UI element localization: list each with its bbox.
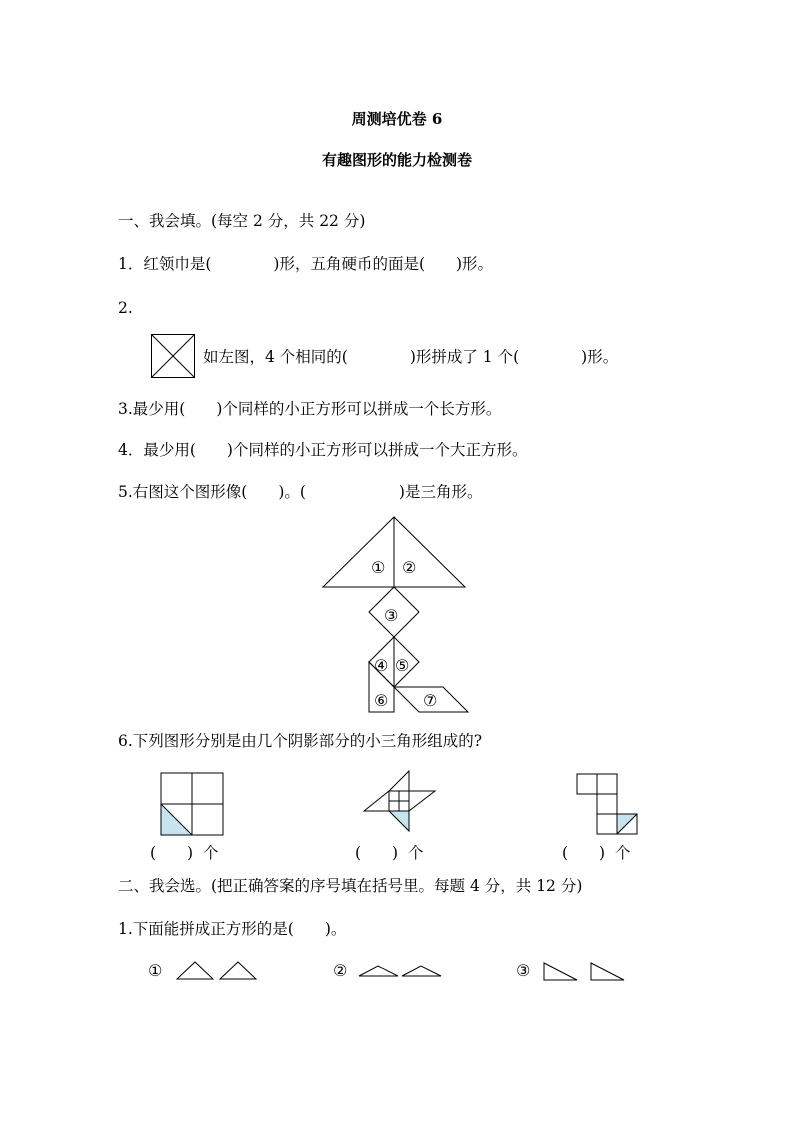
- pinwheel-figure: [363, 764, 437, 836]
- shape-label-4: ④: [374, 656, 389, 675]
- stair-figure: [575, 772, 639, 836]
- question-2-1: 1.下面能拼成正方形的是( )。: [118, 920, 347, 938]
- shape-label-2: ②: [402, 558, 417, 577]
- section2-heading: 二、我会选。(把正确答案的序号填在括号里。每题 4 分，共 12 分): [118, 877, 583, 895]
- option-2-label[interactable]: ②: [333, 961, 348, 980]
- shape-label-1: ①: [371, 558, 386, 577]
- option-1-triangles: [176, 960, 258, 980]
- question-1-4: 4．最少用( )个同样的小正方形可以拼成一个大正方形。: [118, 441, 528, 459]
- grid-figure-1: [160, 772, 224, 836]
- tangram-figure: [322, 516, 468, 714]
- shape-label-3: ③: [384, 606, 399, 625]
- question-1-2-number: 2.: [118, 299, 133, 317]
- page-subtitle: 有趣图形的能力检测卷: [321, 151, 472, 169]
- option-3-triangles: [543, 961, 625, 981]
- option-1-label[interactable]: ①: [148, 961, 163, 980]
- page-title: 周测培优卷 6: [351, 110, 443, 128]
- option-3-label[interactable]: ③: [516, 961, 531, 980]
- answer-blank-2[interactable]: ( ) 个: [355, 844, 424, 862]
- question-1-6: 6.下列图形分别是由几个阴影部分的小三角形组成的?: [118, 732, 483, 750]
- shape-label-5: ⑤: [395, 656, 410, 675]
- section1-heading: 一、我会填。(每空 2 分，共 22 分): [118, 212, 366, 230]
- question-1-2-text: 如左图，4 个相同的( )形拼成了 1 个( )形。: [203, 348, 619, 366]
- answer-blank-1[interactable]: ( ) 个: [150, 844, 219, 862]
- square-diagonals-figure: [151, 334, 195, 378]
- shape-label-7: ⑦: [423, 691, 438, 710]
- question-1-1: 1．红领巾是( )形，五角硬币的面是( )形。: [118, 255, 494, 273]
- question-1-3: 3.最少用( )个同样的小正方形可以拼成一个长方形。: [118, 400, 502, 418]
- question-1-5: 5.右图这个图形像( )。( )是三角形。: [118, 483, 483, 501]
- answer-blank-3[interactable]: ( ) 个: [562, 844, 631, 862]
- shape-label-6: ⑥: [374, 691, 389, 710]
- option-2-triangles: [358, 962, 442, 978]
